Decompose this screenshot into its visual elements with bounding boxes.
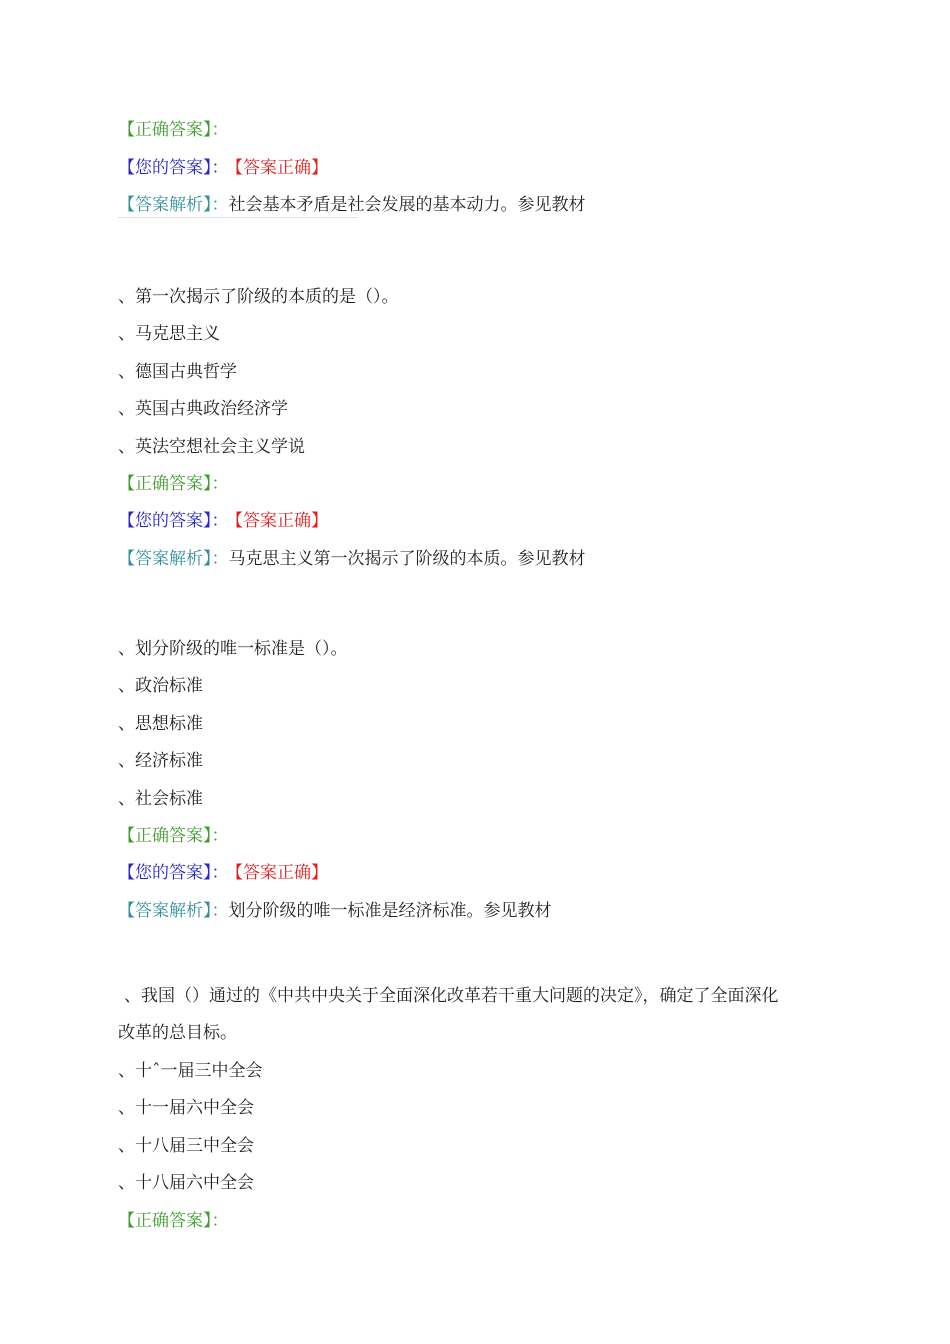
option: 、英国古典政治经济学	[118, 399, 288, 419]
question-text: 、划分阶级的唯一标准是（）。	[118, 639, 348, 659]
option: 、思想标准	[118, 714, 203, 734]
option: 、十ˆ一届三中全会	[118, 1061, 263, 1081]
option: 、十八届三中全会	[118, 1136, 254, 1156]
your-answer-row	[118, 862, 328, 884]
your-answer-value: 【答案正确】	[234, 511, 328, 531]
option: 、马克思主义	[118, 324, 220, 344]
analysis-row	[118, 900, 552, 922]
your-answer-value: 【答案正确】	[234, 863, 328, 883]
option: 、英法空想社会主义学说	[118, 437, 305, 457]
your-answer-label: 【您的答案】：	[118, 511, 229, 531]
analysis-row	[118, 194, 586, 216]
option: 、德国古典哲学	[118, 362, 237, 382]
question-text-continued: 改革的总目标。	[118, 1023, 237, 1043]
analysis-row	[118, 548, 586, 570]
question-text: 、第一次揭示了阶级的本质的是（）。	[118, 287, 399, 307]
option: 、社会标准	[118, 789, 203, 809]
correct-answer-label: 【正确答案】：	[118, 1211, 229, 1231]
analysis-label: 【答案解析】：	[118, 901, 229, 921]
analysis-text: 社会基本矛盾是社会发展的基本动力。参见教材	[228, 195, 586, 215]
option: 、经济标准	[118, 751, 203, 771]
option: 、政治标准	[118, 676, 203, 696]
analysis-label: 【答案解析】：	[118, 549, 229, 569]
analysis-text: 马克思主义第一次揭示了阶级的本质。参见教材	[228, 549, 586, 569]
your-answer-label: 【您的答案】：	[118, 158, 229, 178]
correct-answer-label: 【正确答案】：	[118, 120, 229, 140]
divider	[118, 217, 358, 218]
analysis-text: 划分阶级的唯一标准是经济标准。参见教材	[228, 901, 552, 921]
your-answer-value: 【答案正确】	[234, 158, 328, 178]
correct-answer-label: 【正确答案】：	[118, 826, 229, 846]
correct-answer-label: 【正确答案】：	[118, 474, 229, 494]
question-text: 、我国（）通过的《中共中央关于全面深化改革若干重大问题的决定》，确定了全面深化	[124, 986, 779, 1006]
your-answer-row	[118, 157, 328, 179]
your-answer-row	[118, 510, 328, 532]
your-answer-label: 【您的答案】：	[118, 863, 229, 883]
option: 、十一届六中全会	[118, 1098, 254, 1118]
analysis-label: 【答案解析】：	[118, 195, 229, 215]
option: 、十八届六中全会	[118, 1173, 254, 1193]
